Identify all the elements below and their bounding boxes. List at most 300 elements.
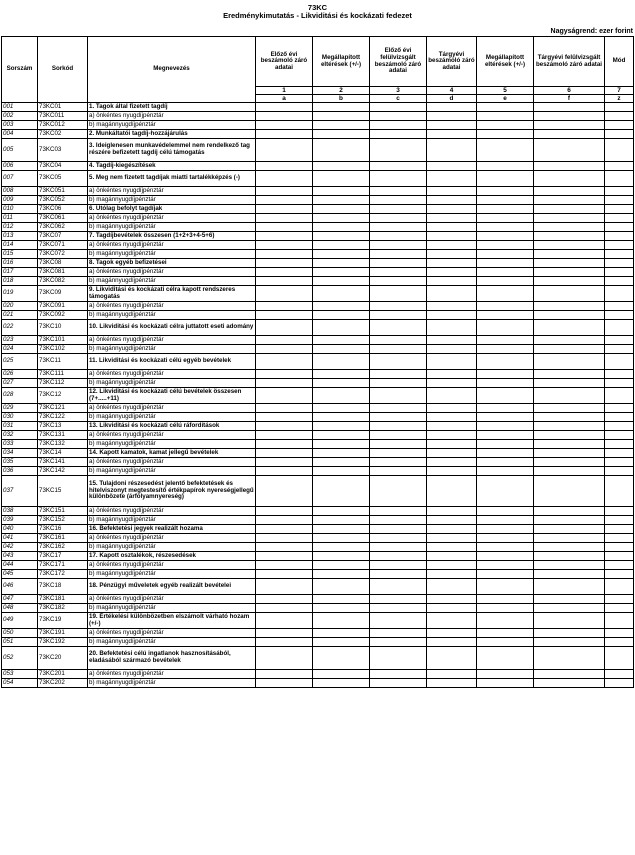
value-cell-5[interactable] <box>477 354 534 370</box>
value-cell-4[interactable] <box>427 570 477 579</box>
value-cell-5[interactable] <box>477 345 534 354</box>
value-cell-5[interactable] <box>477 311 534 320</box>
value-cell-7[interactable] <box>605 121 634 130</box>
value-cell-4[interactable] <box>427 223 477 232</box>
value-cell-4[interactable] <box>427 112 477 121</box>
value-cell-3[interactable] <box>370 404 427 413</box>
value-cell-7[interactable] <box>605 525 634 534</box>
value-cell-5[interactable] <box>477 214 534 223</box>
value-cell-6[interactable] <box>534 613 605 629</box>
value-cell-1[interactable] <box>256 595 313 604</box>
value-cell-7[interactable] <box>605 647 634 670</box>
value-cell-4[interactable] <box>427 579 477 595</box>
value-cell-1[interactable] <box>256 370 313 379</box>
value-cell-5[interactable] <box>477 647 534 670</box>
value-cell-7[interactable] <box>605 579 634 595</box>
value-cell-6[interactable] <box>534 595 605 604</box>
value-cell-6[interactable] <box>534 241 605 250</box>
value-cell-7[interactable] <box>605 336 634 345</box>
value-cell-6[interactable] <box>534 336 605 345</box>
value-cell-2[interactable] <box>313 440 370 449</box>
value-cell-2[interactable] <box>313 467 370 476</box>
value-cell-5[interactable] <box>477 467 534 476</box>
value-cell-1[interactable] <box>256 277 313 286</box>
value-cell-1[interactable] <box>256 302 313 311</box>
value-cell-1[interactable] <box>256 130 313 139</box>
value-cell-5[interactable] <box>477 604 534 613</box>
value-cell-4[interactable] <box>427 613 477 629</box>
value-cell-2[interactable] <box>313 507 370 516</box>
value-cell-3[interactable] <box>370 241 427 250</box>
value-cell-4[interactable] <box>427 187 477 196</box>
value-cell-2[interactable] <box>313 302 370 311</box>
value-cell-3[interactable] <box>370 388 427 404</box>
value-cell-2[interactable] <box>313 552 370 561</box>
value-cell-5[interactable] <box>477 422 534 431</box>
value-cell-2[interactable] <box>313 422 370 431</box>
value-cell-4[interactable] <box>427 259 477 268</box>
value-cell-1[interactable] <box>256 413 313 422</box>
value-cell-6[interactable] <box>534 259 605 268</box>
value-cell-2[interactable] <box>313 232 370 241</box>
value-cell-4[interactable] <box>427 336 477 345</box>
value-cell-2[interactable] <box>313 404 370 413</box>
value-cell-3[interactable] <box>370 302 427 311</box>
value-cell-7[interactable] <box>605 413 634 422</box>
value-cell-6[interactable] <box>534 302 605 311</box>
value-cell-5[interactable] <box>477 404 534 413</box>
value-cell-6[interactable] <box>534 232 605 241</box>
value-cell-5[interactable] <box>477 196 534 205</box>
value-cell-6[interactable] <box>534 379 605 388</box>
value-cell-1[interactable] <box>256 250 313 259</box>
value-cell-7[interactable] <box>605 130 634 139</box>
value-cell-3[interactable] <box>370 476 427 507</box>
value-cell-5[interactable] <box>477 286 534 302</box>
value-cell-7[interactable] <box>605 345 634 354</box>
value-cell-5[interactable] <box>477 232 534 241</box>
value-cell-1[interactable] <box>256 534 313 543</box>
value-cell-2[interactable] <box>313 534 370 543</box>
value-cell-6[interactable] <box>534 679 605 688</box>
value-cell-1[interactable] <box>256 112 313 121</box>
value-cell-2[interactable] <box>313 613 370 629</box>
value-cell-5[interactable] <box>477 302 534 311</box>
value-cell-4[interactable] <box>427 507 477 516</box>
value-cell-6[interactable] <box>534 205 605 214</box>
value-cell-3[interactable] <box>370 311 427 320</box>
value-cell-5[interactable] <box>477 370 534 379</box>
value-cell-1[interactable] <box>256 507 313 516</box>
value-cell-3[interactable] <box>370 595 427 604</box>
value-cell-7[interactable] <box>605 629 634 638</box>
value-cell-7[interactable] <box>605 214 634 223</box>
value-cell-5[interactable] <box>477 320 534 336</box>
value-cell-2[interactable] <box>313 670 370 679</box>
value-cell-4[interactable] <box>427 162 477 171</box>
value-cell-5[interactable] <box>477 112 534 121</box>
value-cell-5[interactable] <box>477 629 534 638</box>
value-cell-5[interactable] <box>477 121 534 130</box>
value-cell-1[interactable] <box>256 679 313 688</box>
value-cell-7[interactable] <box>605 543 634 552</box>
value-cell-2[interactable] <box>313 388 370 404</box>
value-cell-1[interactable] <box>256 259 313 268</box>
value-cell-6[interactable] <box>534 345 605 354</box>
value-cell-7[interactable] <box>605 476 634 507</box>
value-cell-6[interactable] <box>534 268 605 277</box>
value-cell-3[interactable] <box>370 336 427 345</box>
value-cell-4[interactable] <box>427 379 477 388</box>
value-cell-1[interactable] <box>256 525 313 534</box>
value-cell-6[interactable] <box>534 507 605 516</box>
value-cell-2[interactable] <box>313 277 370 286</box>
value-cell-6[interactable] <box>534 112 605 121</box>
value-cell-5[interactable] <box>477 431 534 440</box>
value-cell-4[interactable] <box>427 404 477 413</box>
value-cell-7[interactable] <box>605 458 634 467</box>
value-cell-5[interactable] <box>477 268 534 277</box>
value-cell-6[interactable] <box>534 458 605 467</box>
value-cell-2[interactable] <box>313 354 370 370</box>
value-cell-1[interactable] <box>256 187 313 196</box>
value-cell-2[interactable] <box>313 205 370 214</box>
value-cell-3[interactable] <box>370 162 427 171</box>
value-cell-6[interactable] <box>534 413 605 422</box>
value-cell-1[interactable] <box>256 458 313 467</box>
value-cell-7[interactable] <box>605 205 634 214</box>
value-cell-6[interactable] <box>534 604 605 613</box>
value-cell-2[interactable] <box>313 561 370 570</box>
value-cell-5[interactable] <box>477 259 534 268</box>
value-cell-3[interactable] <box>370 543 427 552</box>
value-cell-4[interactable] <box>427 516 477 525</box>
value-cell-5[interactable] <box>477 579 534 595</box>
value-cell-3[interactable] <box>370 379 427 388</box>
value-cell-4[interactable] <box>427 311 477 320</box>
value-cell-3[interactable] <box>370 422 427 431</box>
value-cell-1[interactable] <box>256 223 313 232</box>
value-cell-5[interactable] <box>477 679 534 688</box>
value-cell-6[interactable] <box>534 311 605 320</box>
value-cell-6[interactable] <box>534 214 605 223</box>
value-cell-5[interactable] <box>477 561 534 570</box>
value-cell-3[interactable] <box>370 604 427 613</box>
value-cell-6[interactable] <box>534 171 605 187</box>
value-cell-5[interactable] <box>477 543 534 552</box>
value-cell-6[interactable] <box>534 404 605 413</box>
value-cell-3[interactable] <box>370 534 427 543</box>
value-cell-7[interactable] <box>605 196 634 205</box>
value-cell-4[interactable] <box>427 277 477 286</box>
value-cell-7[interactable] <box>605 561 634 570</box>
value-cell-6[interactable] <box>534 103 605 112</box>
value-cell-7[interactable] <box>605 595 634 604</box>
value-cell-4[interactable] <box>427 388 477 404</box>
value-cell-1[interactable] <box>256 268 313 277</box>
value-cell-7[interactable] <box>605 422 634 431</box>
value-cell-1[interactable] <box>256 449 313 458</box>
value-cell-5[interactable] <box>477 638 534 647</box>
value-cell-5[interactable] <box>477 458 534 467</box>
value-cell-1[interactable] <box>256 388 313 404</box>
value-cell-3[interactable] <box>370 268 427 277</box>
value-cell-3[interactable] <box>370 103 427 112</box>
value-cell-5[interactable] <box>477 379 534 388</box>
value-cell-1[interactable] <box>256 647 313 670</box>
value-cell-6[interactable] <box>534 467 605 476</box>
value-cell-7[interactable] <box>605 604 634 613</box>
value-cell-3[interactable] <box>370 629 427 638</box>
value-cell-7[interactable] <box>605 467 634 476</box>
value-cell-1[interactable] <box>256 670 313 679</box>
value-cell-3[interactable] <box>370 516 427 525</box>
value-cell-5[interactable] <box>477 336 534 345</box>
value-cell-7[interactable] <box>605 320 634 336</box>
value-cell-3[interactable] <box>370 205 427 214</box>
value-cell-1[interactable] <box>256 604 313 613</box>
value-cell-4[interactable] <box>427 171 477 187</box>
value-cell-3[interactable] <box>370 259 427 268</box>
value-cell-7[interactable] <box>605 112 634 121</box>
value-cell-3[interactable] <box>370 552 427 561</box>
value-cell-4[interactable] <box>427 449 477 458</box>
value-cell-1[interactable] <box>256 171 313 187</box>
value-cell-4[interactable] <box>427 476 477 507</box>
value-cell-2[interactable] <box>313 320 370 336</box>
value-cell-5[interactable] <box>477 277 534 286</box>
value-cell-2[interactable] <box>313 112 370 121</box>
value-cell-7[interactable] <box>605 388 634 404</box>
value-cell-3[interactable] <box>370 354 427 370</box>
value-cell-2[interactable] <box>313 525 370 534</box>
value-cell-5[interactable] <box>477 476 534 507</box>
value-cell-3[interactable] <box>370 320 427 336</box>
value-cell-4[interactable] <box>427 302 477 311</box>
value-cell-7[interactable] <box>605 516 634 525</box>
value-cell-5[interactable] <box>477 670 534 679</box>
value-cell-4[interactable] <box>427 595 477 604</box>
value-cell-2[interactable] <box>313 130 370 139</box>
value-cell-5[interactable] <box>477 552 534 561</box>
value-cell-7[interactable] <box>605 286 634 302</box>
value-cell-6[interactable] <box>534 516 605 525</box>
value-cell-4[interactable] <box>427 647 477 670</box>
value-cell-7[interactable] <box>605 570 634 579</box>
value-cell-1[interactable] <box>256 543 313 552</box>
value-cell-4[interactable] <box>427 196 477 205</box>
value-cell-2[interactable] <box>313 336 370 345</box>
value-cell-2[interactable] <box>313 162 370 171</box>
value-cell-2[interactable] <box>313 570 370 579</box>
value-cell-5[interactable] <box>477 449 534 458</box>
value-cell-1[interactable] <box>256 431 313 440</box>
value-cell-2[interactable] <box>313 679 370 688</box>
value-cell-7[interactable] <box>605 311 634 320</box>
value-cell-1[interactable] <box>256 103 313 112</box>
value-cell-6[interactable] <box>534 543 605 552</box>
value-cell-5[interactable] <box>477 171 534 187</box>
value-cell-6[interactable] <box>534 449 605 458</box>
value-cell-2[interactable] <box>313 250 370 259</box>
value-cell-3[interactable] <box>370 277 427 286</box>
value-cell-6[interactable] <box>534 638 605 647</box>
value-cell-3[interactable] <box>370 370 427 379</box>
value-cell-7[interactable] <box>605 379 634 388</box>
value-cell-1[interactable] <box>256 404 313 413</box>
value-cell-2[interactable] <box>313 139 370 162</box>
value-cell-3[interactable] <box>370 613 427 629</box>
value-cell-6[interactable] <box>534 552 605 561</box>
value-cell-1[interactable] <box>256 232 313 241</box>
value-cell-6[interactable] <box>534 431 605 440</box>
value-cell-7[interactable] <box>605 370 634 379</box>
value-cell-2[interactable] <box>313 629 370 638</box>
value-cell-6[interactable] <box>534 440 605 449</box>
value-cell-7[interactable] <box>605 534 634 543</box>
value-cell-4[interactable] <box>427 534 477 543</box>
value-cell-7[interactable] <box>605 250 634 259</box>
value-cell-3[interactable] <box>370 440 427 449</box>
value-cell-3[interactable] <box>370 250 427 259</box>
value-cell-4[interactable] <box>427 241 477 250</box>
value-cell-2[interactable] <box>313 345 370 354</box>
value-cell-1[interactable] <box>256 121 313 130</box>
value-cell-6[interactable] <box>534 629 605 638</box>
value-cell-3[interactable] <box>370 286 427 302</box>
value-cell-5[interactable] <box>477 130 534 139</box>
value-cell-4[interactable] <box>427 370 477 379</box>
value-cell-3[interactable] <box>370 525 427 534</box>
value-cell-2[interactable] <box>313 214 370 223</box>
value-cell-2[interactable] <box>313 413 370 422</box>
value-cell-2[interactable] <box>313 103 370 112</box>
value-cell-2[interactable] <box>313 223 370 232</box>
value-cell-7[interactable] <box>605 259 634 268</box>
value-cell-5[interactable] <box>477 103 534 112</box>
value-cell-6[interactable] <box>534 320 605 336</box>
value-cell-7[interactable] <box>605 187 634 196</box>
value-cell-4[interactable] <box>427 629 477 638</box>
value-cell-4[interactable] <box>427 320 477 336</box>
value-cell-2[interactable] <box>313 647 370 670</box>
value-cell-3[interactable] <box>370 458 427 467</box>
value-cell-7[interactable] <box>605 638 634 647</box>
value-cell-1[interactable] <box>256 561 313 570</box>
value-cell-5[interactable] <box>477 613 534 629</box>
value-cell-4[interactable] <box>427 139 477 162</box>
value-cell-1[interactable] <box>256 205 313 214</box>
value-cell-2[interactable] <box>313 379 370 388</box>
value-cell-4[interactable] <box>427 354 477 370</box>
value-cell-2[interactable] <box>313 476 370 507</box>
value-cell-4[interactable] <box>427 543 477 552</box>
value-cell-5[interactable] <box>477 413 534 422</box>
value-cell-2[interactable] <box>313 286 370 302</box>
value-cell-6[interactable] <box>534 277 605 286</box>
value-cell-4[interactable] <box>427 130 477 139</box>
value-cell-3[interactable] <box>370 171 427 187</box>
value-cell-7[interactable] <box>605 139 634 162</box>
value-cell-4[interactable] <box>427 638 477 647</box>
value-cell-4[interactable] <box>427 552 477 561</box>
value-cell-3[interactable] <box>370 345 427 354</box>
value-cell-4[interactable] <box>427 268 477 277</box>
value-cell-7[interactable] <box>605 223 634 232</box>
value-cell-2[interactable] <box>313 187 370 196</box>
value-cell-4[interactable] <box>427 214 477 223</box>
value-cell-2[interactable] <box>313 516 370 525</box>
value-cell-6[interactable] <box>534 670 605 679</box>
value-cell-3[interactable] <box>370 507 427 516</box>
value-cell-3[interactable] <box>370 413 427 422</box>
value-cell-7[interactable] <box>605 449 634 458</box>
value-cell-3[interactable] <box>370 449 427 458</box>
value-cell-2[interactable] <box>313 543 370 552</box>
value-cell-6[interactable] <box>534 139 605 162</box>
value-cell-5[interactable] <box>477 440 534 449</box>
value-cell-2[interactable] <box>313 604 370 613</box>
value-cell-1[interactable] <box>256 162 313 171</box>
value-cell-7[interactable] <box>605 162 634 171</box>
value-cell-2[interactable] <box>313 259 370 268</box>
value-cell-4[interactable] <box>427 345 477 354</box>
value-cell-3[interactable] <box>370 579 427 595</box>
value-cell-1[interactable] <box>256 422 313 431</box>
value-cell-7[interactable] <box>605 241 634 250</box>
value-cell-3[interactable] <box>370 196 427 205</box>
value-cell-3[interactable] <box>370 130 427 139</box>
value-cell-3[interactable] <box>370 187 427 196</box>
value-cell-6[interactable] <box>534 570 605 579</box>
value-cell-4[interactable] <box>427 286 477 302</box>
value-cell-7[interactable] <box>605 277 634 286</box>
value-cell-1[interactable] <box>256 476 313 507</box>
value-cell-1[interactable] <box>256 311 313 320</box>
value-cell-3[interactable] <box>370 647 427 670</box>
value-cell-5[interactable] <box>477 525 534 534</box>
value-cell-6[interactable] <box>534 121 605 130</box>
value-cell-6[interactable] <box>534 354 605 370</box>
value-cell-7[interactable] <box>605 232 634 241</box>
value-cell-1[interactable] <box>256 379 313 388</box>
value-cell-2[interactable] <box>313 311 370 320</box>
value-cell-2[interactable] <box>313 268 370 277</box>
value-cell-7[interactable] <box>605 507 634 516</box>
value-cell-3[interactable] <box>370 139 427 162</box>
value-cell-3[interactable] <box>370 570 427 579</box>
value-cell-5[interactable] <box>477 139 534 162</box>
value-cell-6[interactable] <box>534 370 605 379</box>
value-cell-1[interactable] <box>256 320 313 336</box>
value-cell-2[interactable] <box>313 121 370 130</box>
value-cell-2[interactable] <box>313 241 370 250</box>
value-cell-1[interactable] <box>256 139 313 162</box>
value-cell-4[interactable] <box>427 525 477 534</box>
value-cell-5[interactable] <box>477 162 534 171</box>
value-cell-7[interactable] <box>605 552 634 561</box>
value-cell-5[interactable] <box>477 241 534 250</box>
value-cell-4[interactable] <box>427 121 477 130</box>
value-cell-5[interactable] <box>477 250 534 259</box>
value-cell-7[interactable] <box>605 103 634 112</box>
value-cell-3[interactable] <box>370 561 427 570</box>
value-cell-1[interactable] <box>256 354 313 370</box>
value-cell-1[interactable] <box>256 241 313 250</box>
value-cell-6[interactable] <box>534 422 605 431</box>
value-cell-5[interactable] <box>477 507 534 516</box>
value-cell-7[interactable] <box>605 440 634 449</box>
